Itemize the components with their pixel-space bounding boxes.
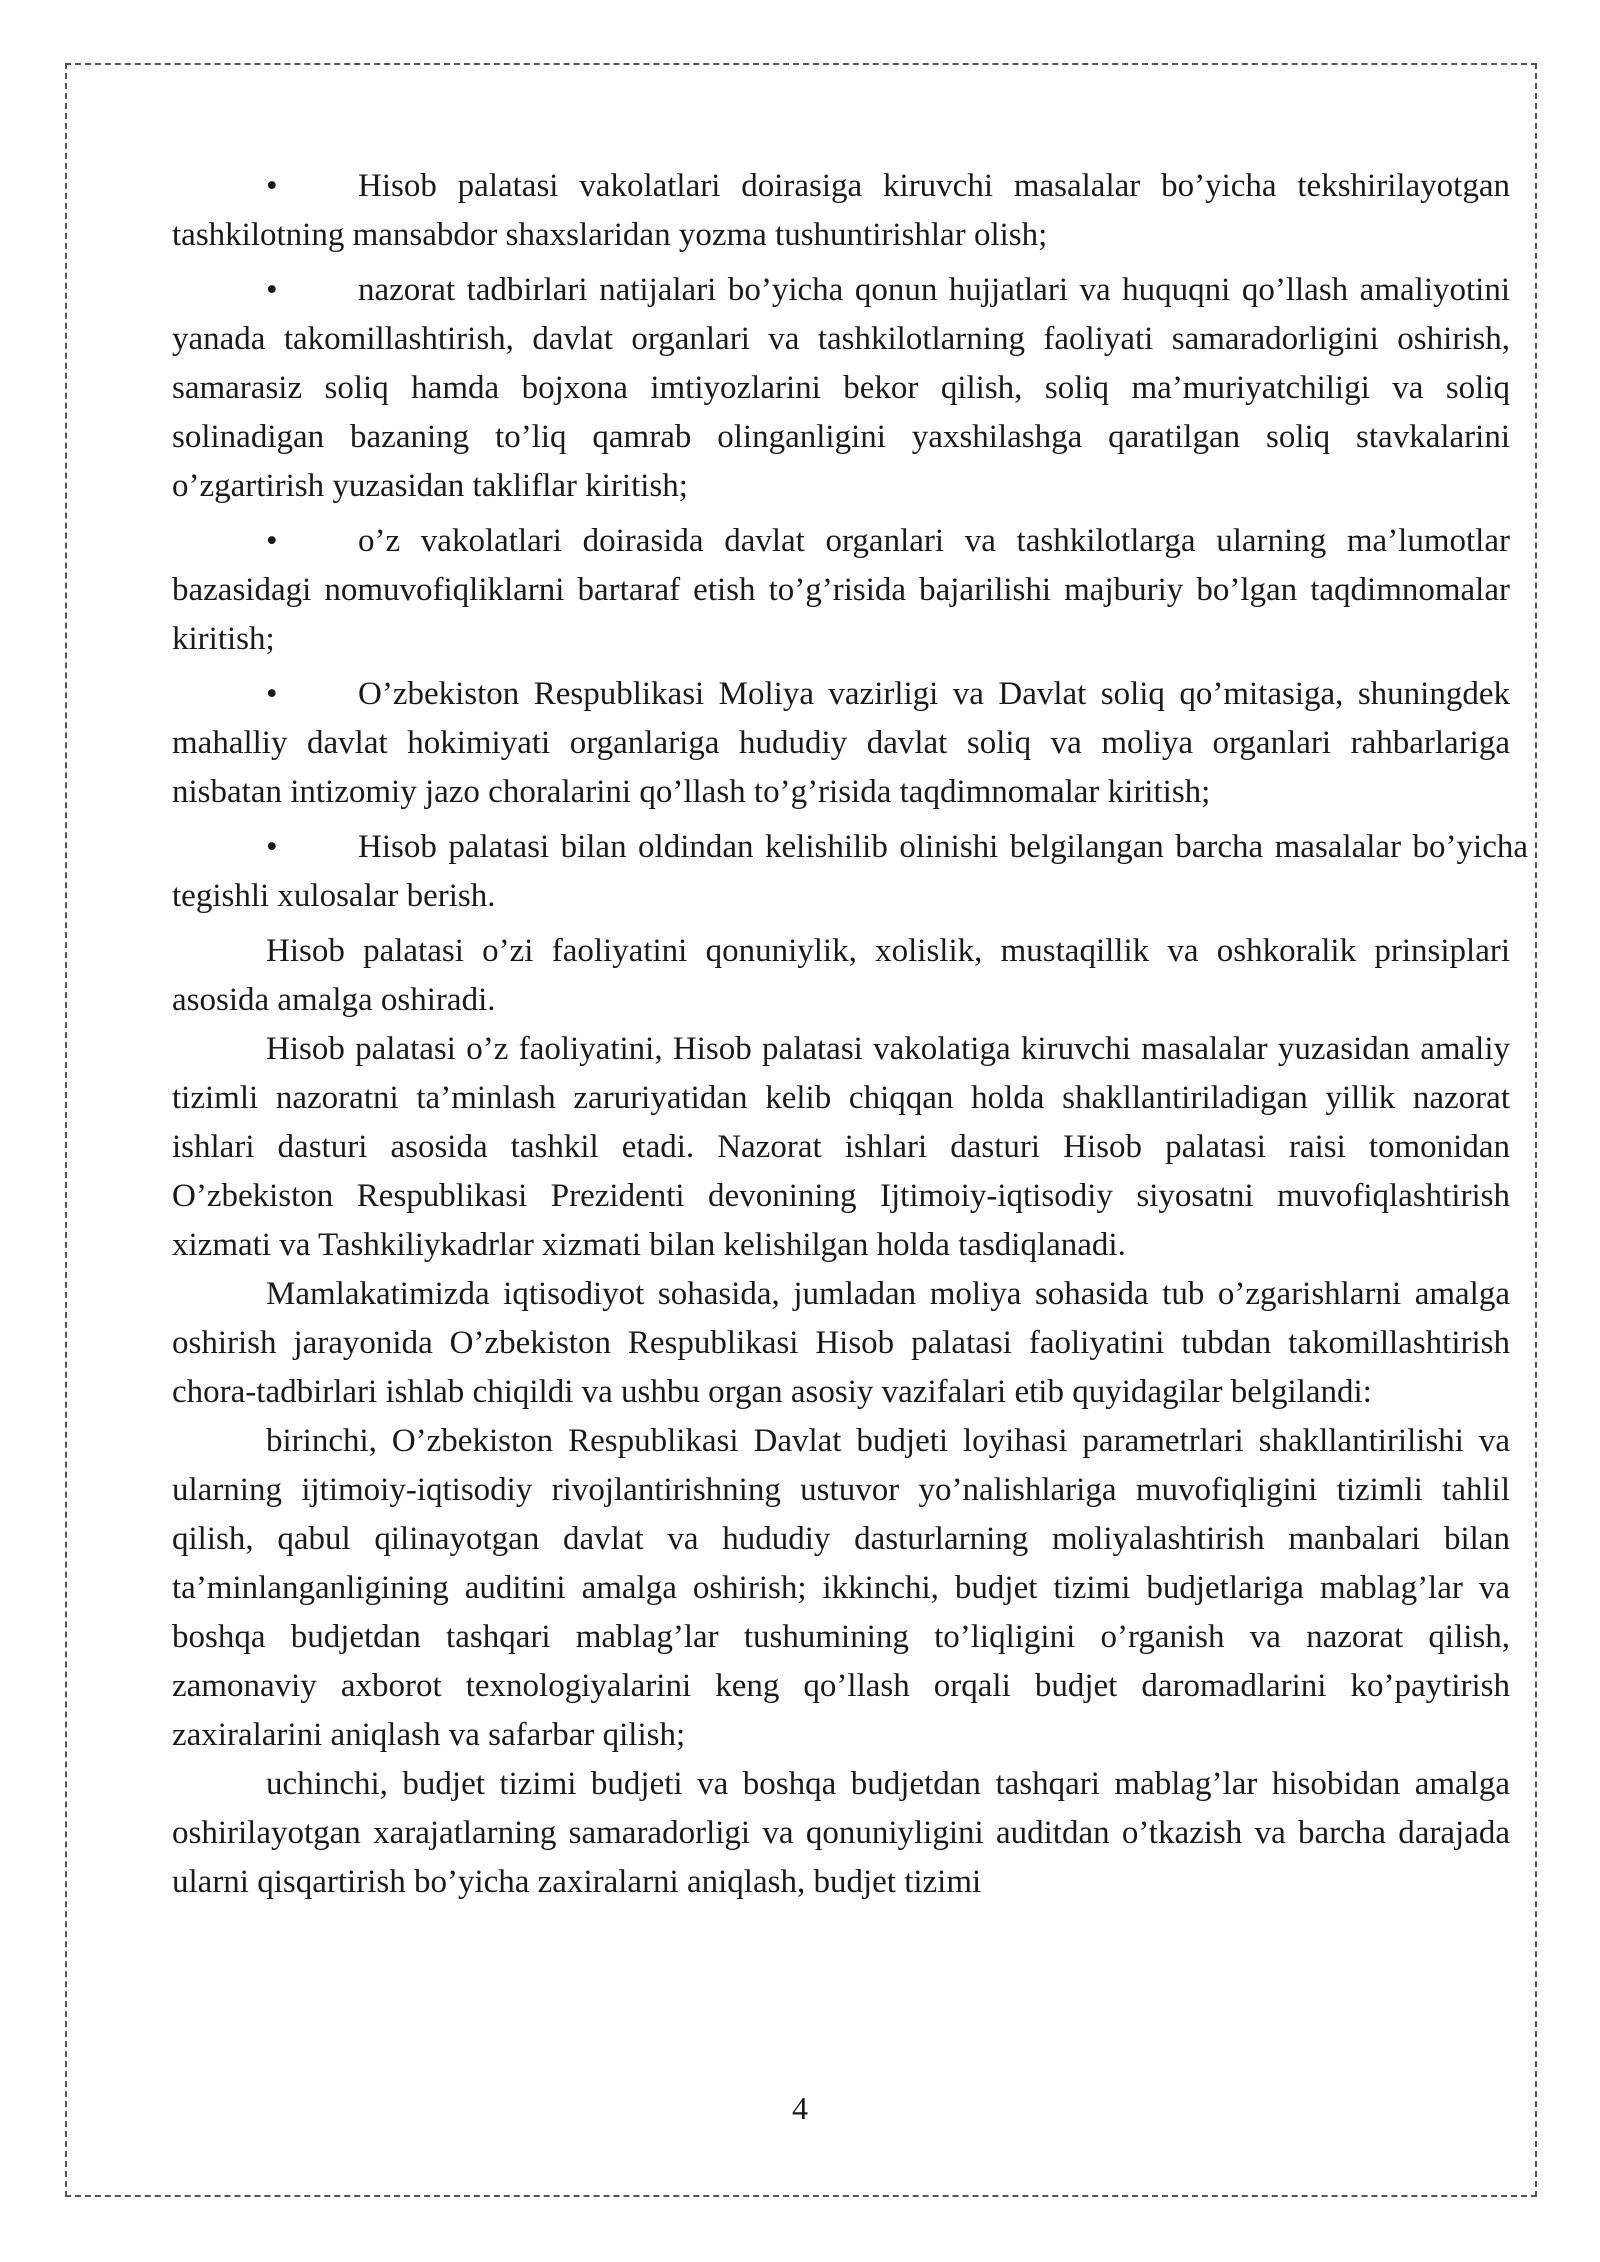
bullet-item bbox=[172, 823, 1528, 921]
bullet-item bbox=[172, 517, 1510, 664]
bullet-text: o’z vakolatlari doirasida davlat organlari va tashkilotlarga ularning ma’lumotlar bazasidagi nomuvofiqliklarni bartaraf etish to’g’risida bajarilishi majburiy bo’lgan taqdimnomalar kiritish; bbox=[172, 523, 1510, 657]
page-number: 4 bbox=[792, 2090, 808, 2126]
bullet-symbol: • bbox=[266, 676, 278, 712]
bullet-item bbox=[172, 162, 1510, 260]
paragraph: birinchi, O’zbekiston Respublikasi Davlat budjeti loyihasi parametrlari shakllantirilishi va ularning ijtimoiy-iqtisodiy rivojlantirishning ustuvor yo’nalishlariga muvofiqligini tizimli tahlil qilish, qabul qilinayotgan davlat va hududiy dasturlarning moliyalashtirish manbalari bilan ta’minlanganligining auditini amalga oshirish; ikkinchi, budjet tizimi budjetlariga mablag’lar va boshqa budjetdan tashqari mablag’lar tushumining to’liqligini o’rganish va nazorat qilish, zamonaviy axborot texnologiyalarini keng qo’llash orqali budjet daromadlarini ko’paytirish zaxiralarini aniqlash va safarbar qilish; bbox=[172, 1423, 1510, 1753]
bullet-item bbox=[172, 670, 1510, 817]
paragraph: Hisob palatasi o’z faoliyatini, Hisob palatasi vakolatiga kiruvchi masalalar yuzasidan amaliy tizimli nazoratni ta’minlash zaruriyatidan kelib chiqqan holda shakllantiriladigan yillik nazorat ishlari dasturi asosida tashkil etadi. Nazorat ishlari dasturi Hisob palatasi raisi tomonidan O’zbekiston Respublikasi Prezidenti devonining Ijtimoiy-iqtisodiy siyosatni muvofiqlashtirish xizmati va Tashkiliykadrlar xizmati bilan kelishilgan holda tasdiqlanadi. bbox=[172, 1031, 1510, 1263]
bullet-symbol: • bbox=[266, 272, 278, 308]
paragraph: uchinchi, budjet tizimi budjeti va boshqa budjetdan tashqari mablag’lar hisobidan amalga oshirilayotgan xarajatlarning samaradorligi va qonuniyligini auditdan o’tkazish va barcha darajada ularni qisqartirish bo’yicha zaxiralarni aniqlash, budjet tizimi bbox=[172, 1766, 1510, 1900]
bullet-text: nazorat tadbirlari natijalari bo’yicha qonun hujjatlari va huquqni qo’llash amaliyotini yanada takomillashtirish, davlat organlari va tashkilotlarning faoliyati samaradorligini oshirish, samarasiz soliq hamda bojxona imtiyozlarini bekor qilish, soliq ma’muriyatchiligi va soliq solinadigan bazaning to’liq qamrab olinganligini yaxshilashga qaratilgan soliq stavkalarini o’zgartirish yuzasidan takliflar kiritish; bbox=[172, 272, 1510, 504]
bullet-text: O’zbekiston Respublikasi Moliya vazirligi va Davlat soliq qo’mitasiga, shuningdek mahalliy davlat hokimiyati organlariga hududiy davlat soliq va moliya organlari rahbarlariga nisbatan intizomiy jazo choralarini qo’llash to’g’risida taqdimnomalar kiritish; bbox=[172, 676, 1510, 810]
document-body bbox=[172, 162, 1528, 1907]
bullet-item bbox=[172, 266, 1510, 511]
bullet-symbol: • bbox=[266, 523, 278, 559]
bullet-symbol: • bbox=[266, 168, 278, 204]
bullet-text: Hisob palatasi vakolatlari doirasiga kiruvchi masalalar bo’yicha tekshirilayotgan tashkilotning mansabdor shaxslaridan yozma tushuntirishlar olish; bbox=[172, 168, 1510, 253]
bullet-symbol: • bbox=[266, 829, 278, 865]
paragraph: Hisob palatasi o’zi faoliyatini qonuniylik, xolislik, mustaqillik va oshkoralik prinsiplari asosida amalga oshiradi. bbox=[172, 933, 1510, 1018]
bullet-text: Hisob palatasi bilan oldindan kelishilib olinishi belgilangan barcha masalalar bo’yicha tegishli xulosalar berish. bbox=[172, 829, 1528, 914]
paragraph: Mamlakatimizda iqtisodiyot sohasida, jumladan moliya sohasida tub o’zgarishlarni amalga oshirish jarayonida O’zbekiston Respublikasi Hisob palatasi faoliyatini tubdan takomillashtirish chora-tadbirlari ishlab chiqildi va ushbu organ asosiy vazifalari etib quyidagilar belgilandi: bbox=[172, 1276, 1510, 1410]
